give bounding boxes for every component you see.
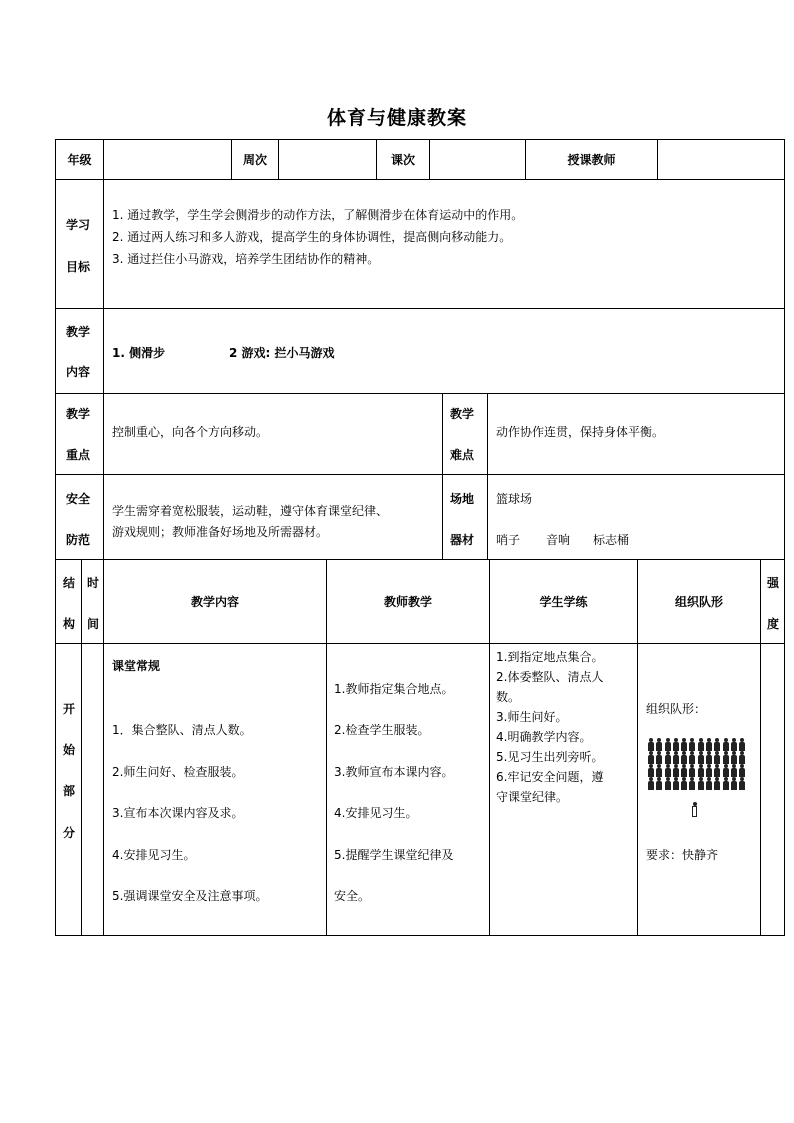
venue-label: 场地 <box>450 492 475 506</box>
equipment-label: 器材 <box>450 533 475 547</box>
week-label: 周次 <box>231 139 279 180</box>
student-figure-icon <box>655 751 663 764</box>
student-figure-icon <box>664 751 672 764</box>
equipment-item-2: 音响 <box>546 533 571 547</box>
section-char-3: 部 <box>63 784 76 798</box>
student-figure-icon <box>730 764 738 777</box>
student-figure-icon <box>705 764 713 777</box>
student-figure-icon <box>664 738 672 751</box>
content-item-2: 2 游戏: 拦小马游戏 <box>229 346 335 360</box>
student-figure-icon <box>730 751 738 764</box>
safety-label-1: 安全 <box>66 492 91 506</box>
time-header-2: 间 <box>87 617 100 631</box>
difficulty-label-1: 教学 <box>450 407 475 421</box>
opening-student-item-7: 6.牢记安全问题，遵 <box>496 770 604 784</box>
student-figure-icon <box>738 764 746 777</box>
student-figure-icon <box>713 751 721 764</box>
time-cell <box>81 643 104 936</box>
objective-item-2: 2. 通过两人练习和多人游戏，提高学生的身体协调性，提高侧向移动能力。 <box>112 230 512 244</box>
student-figure-icon <box>697 738 705 751</box>
intensity-header-1: 强 <box>767 576 780 590</box>
opening-student-item-1: 1.到指定地点集合。 <box>496 650 604 664</box>
formation-row <box>647 738 747 751</box>
student-figure-icon <box>713 764 721 777</box>
objectives-label-cell <box>55 179 104 309</box>
student-figure-icon <box>738 738 746 751</box>
opening-student-item-3: 数。 <box>496 690 521 704</box>
opening-content-title: 课堂常规 <box>112 659 161 673</box>
student-figure-icon <box>680 777 688 790</box>
student-figure-icon <box>688 738 696 751</box>
student-figure-icon <box>705 738 713 751</box>
formation-row <box>647 777 747 790</box>
objective-item-3: 3. 通过拦住小马游戏，培养学生团结协作的精神。 <box>112 252 380 266</box>
section-char-1: 开 <box>63 702 76 716</box>
grade-value[interactable] <box>103 139 232 180</box>
opening-content-item-5: 5.强调课堂安全及注意事项。 <box>112 889 268 903</box>
opening-teacher-item-3: 3.教师宣布本课内容。 <box>334 765 454 779</box>
student-figure-icon <box>672 764 680 777</box>
student-figure-icon <box>697 764 705 777</box>
student-figure-icon <box>664 764 672 777</box>
teacher-figure-icon <box>690 802 699 817</box>
equipment-item-1: 哨子 <box>496 533 521 547</box>
student-figure-icon <box>680 738 688 751</box>
student-figure-icon <box>697 777 705 790</box>
organization-header: 组织队形 <box>637 559 761 644</box>
difficulty-text: 动作协作连贯，保持身体平衡。 <box>496 425 665 439</box>
student-figure-icon <box>672 777 680 790</box>
week-value[interactable] <box>278 139 377 180</box>
student-figure-icon <box>730 738 738 751</box>
section-char-4: 分 <box>63 826 76 840</box>
lesson-label: 课次 <box>376 139 430 180</box>
student-figure-icon <box>730 777 738 790</box>
opening-teacher-item-2: 2.检查学生服装。 <box>334 723 430 737</box>
objective-item-1: 1. 通过教学，学生学会侧滑步的动作方法，了解侧滑步在体育运动中的作用。 <box>112 208 524 222</box>
opening-student-item-6: 5.见习生出列旁听。 <box>496 750 604 764</box>
opening-teacher-item-4: 4.安排见习生。 <box>334 806 418 820</box>
student-figure-icon <box>672 738 680 751</box>
key-points-label-1: 教学 <box>66 407 91 421</box>
opening-content-item-1: 1．集合整队、清点人数。 <box>112 723 252 737</box>
time-header-1: 时 <box>87 576 100 590</box>
teaching-content-header: 教学内容 <box>103 559 327 644</box>
objectives-label-1: 学习 <box>66 218 91 232</box>
equipment-item-3: 标志桶 <box>593 533 630 547</box>
student-figure-icon <box>680 764 688 777</box>
intensity-header-2: 度 <box>767 617 780 631</box>
formation-row <box>647 751 747 764</box>
structure-header-1: 结 <box>63 576 76 590</box>
student-figure-icon <box>647 738 655 751</box>
teacher-teaching-header: 教师教学 <box>326 559 490 644</box>
content-label-cell <box>55 308 104 394</box>
student-figure-icon <box>688 751 696 764</box>
student-figure-icon <box>697 751 705 764</box>
student-figure-icon <box>688 777 696 790</box>
student-figure-icon <box>713 738 721 751</box>
difficulty-label-2: 难点 <box>450 448 475 462</box>
opening-content-item-4: 4.安排见习生。 <box>112 848 196 862</box>
student-figure-icon <box>647 751 655 764</box>
student-figure-icon <box>647 777 655 790</box>
opening-intensity-cell <box>760 643 785 936</box>
organization-title: 组织队形： <box>646 702 707 716</box>
student-figure-icon <box>688 764 696 777</box>
student-figure-icon <box>705 777 713 790</box>
opening-teacher-item-6: 安全。 <box>334 889 371 903</box>
student-figure-icon <box>722 764 730 777</box>
student-figure-icon <box>722 751 730 764</box>
student-figure-icon <box>664 777 672 790</box>
opening-student-item-5: 4.明确教学内容。 <box>496 730 592 744</box>
student-figure-icon <box>738 751 746 764</box>
structure-header-2: 构 <box>63 617 76 631</box>
grade-label: 年级 <box>55 139 104 180</box>
opening-content-item-2: 2.师生问好、检查服装。 <box>112 765 244 779</box>
opening-teacher-item-1: 1.教师指定集合地点。 <box>334 682 454 696</box>
opening-content-item-3: 3.宣布本次课内容及求。 <box>112 806 244 820</box>
opening-student-item-8: 守课堂纪律。 <box>496 790 569 804</box>
student-figure-icon <box>705 751 713 764</box>
content-label-2: 内容 <box>66 365 91 379</box>
student-figure-icon <box>655 777 663 790</box>
teacher-label: 授课教师 <box>525 139 658 180</box>
lesson-value[interactable] <box>429 139 526 180</box>
safety-label-2: 防范 <box>66 533 91 547</box>
opening-student-item-2: 2.体委整队、清点人 <box>496 670 604 684</box>
organization-requirement: 要求：快静齐 <box>646 848 719 862</box>
objectives-label-2: 目标 <box>66 260 91 274</box>
student-figure-icon <box>655 738 663 751</box>
page-title: 体育与健康教案 <box>326 107 467 129</box>
venue-cell <box>487 474 785 560</box>
student-figure-icon <box>722 738 730 751</box>
student-figure-icon <box>738 777 746 790</box>
content-cell <box>103 308 785 394</box>
opening-student-item-4: 3.师生问好。 <box>496 710 568 724</box>
student-figure-icon <box>722 777 730 790</box>
key-points-text: 控制重心，向各个方向移动。 <box>112 425 269 439</box>
student-practice-header: 学生学练 <box>489 559 638 644</box>
section-char-2: 始 <box>63 743 76 757</box>
student-figure-icon <box>680 751 688 764</box>
venue-value: 篮球场 <box>496 492 533 506</box>
teacher-value[interactable] <box>657 139 785 180</box>
key-points-label-2: 重点 <box>66 448 91 462</box>
student-figure-icon <box>713 777 721 790</box>
student-figure-icon <box>647 764 655 777</box>
student-figure-icon <box>672 751 680 764</box>
safety-text-1: 学生需穿着宽松服装，运动鞋，遵守体育课堂纪律、 <box>112 504 389 518</box>
student-figure-icon <box>655 764 663 777</box>
formation-row <box>647 764 747 777</box>
content-item-1: 1. 侧滑步 <box>112 346 166 360</box>
content-label-1: 教学 <box>66 325 91 339</box>
opening-teacher-item-5: 5.提醒学生课堂纪律及 <box>334 848 454 862</box>
student-formation <box>647 738 747 790</box>
safety-text-2: 游戏规则；教师准备好场地及所需器材。 <box>112 525 329 539</box>
